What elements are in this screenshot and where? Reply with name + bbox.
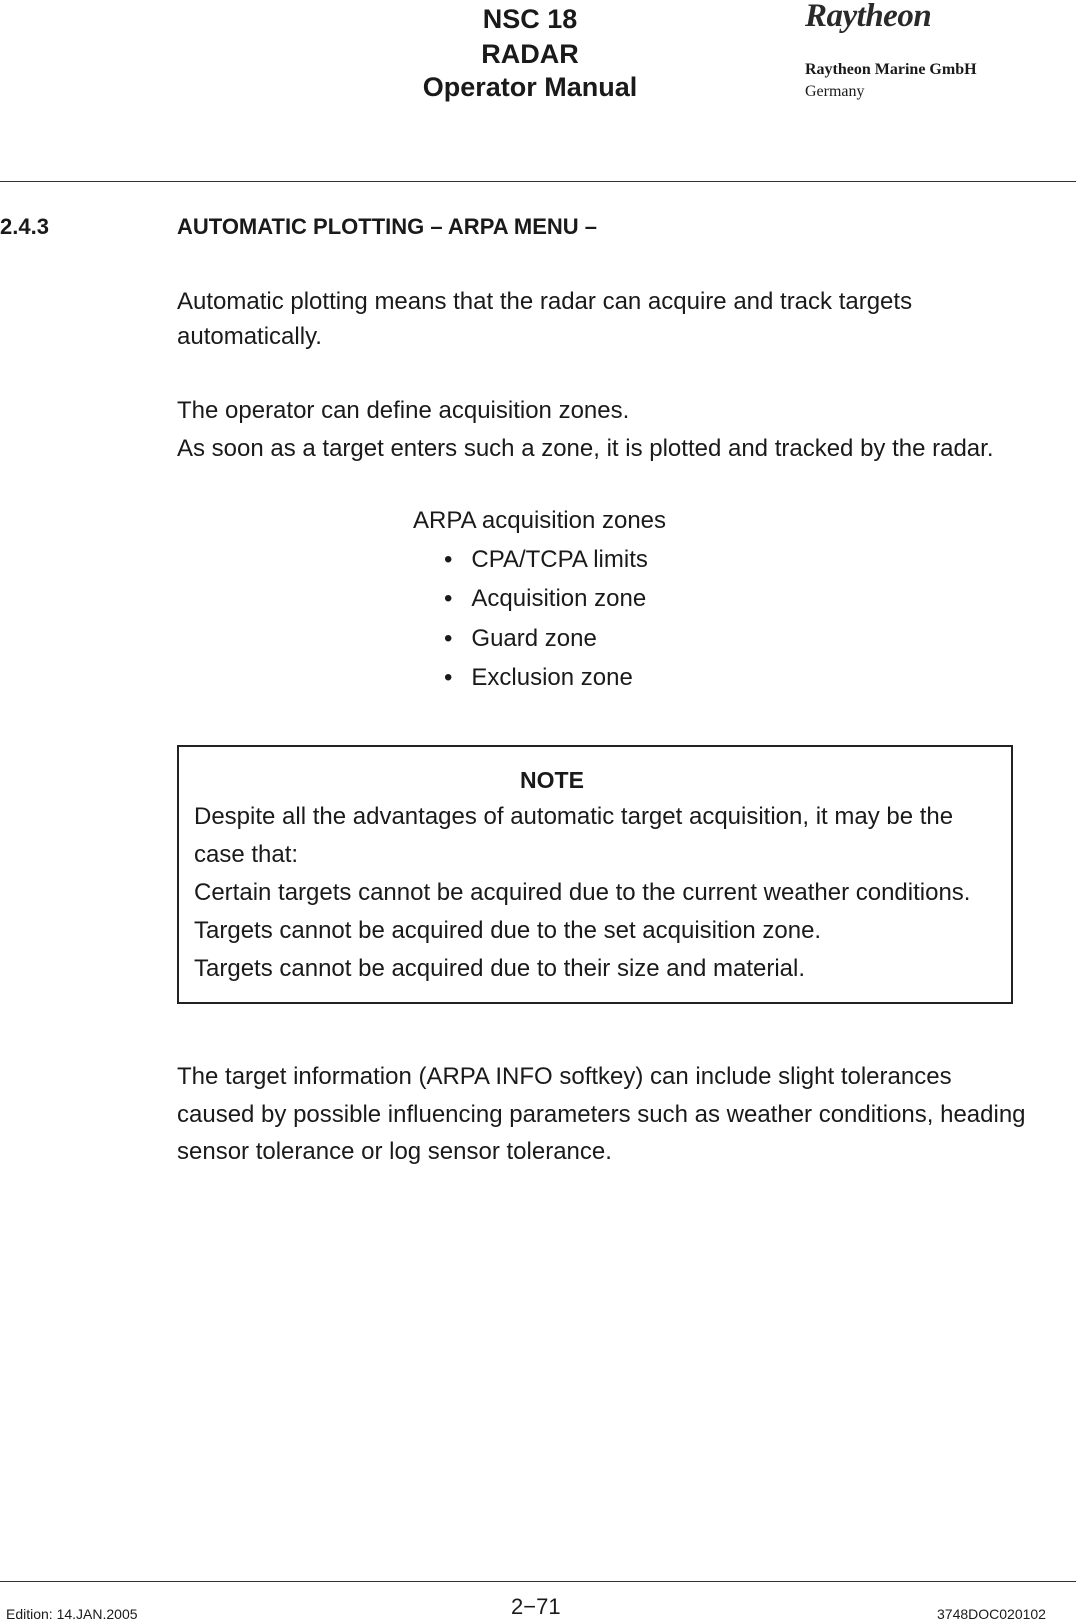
header-title-line1: NSC 18: [482, 4, 578, 34]
header-title-line2: RADAR: [481, 39, 579, 69]
zones-list-title: ARPA acquisition zones: [413, 507, 667, 534]
list-item-label: Exclusion zone: [471, 664, 633, 691]
list-item-label: Acquisition zone: [471, 585, 647, 612]
bullet-icon: •: [444, 625, 453, 652]
intro-line-3: The operator can define acquisition zones.: [177, 397, 630, 424]
note-line: Targets cannot be acquired due to their size and material.: [194, 955, 806, 982]
document-id: 3748DOC020102: [937, 1606, 1046, 1622]
note-line: case that:: [194, 841, 299, 868]
brand-logo: Raytheon: [805, 0, 932, 34]
list-item: [444, 585, 646, 613]
note-line: Targets cannot be acquired due to the set acquisition zone.: [194, 917, 822, 944]
header-divider: [0, 181, 1076, 182]
note-line: Certain targets cannot be acquired due to the current weather conditions.: [194, 879, 971, 906]
list-item-label: CPA/TCPA limits: [471, 546, 648, 573]
edition-date: Edition: 14.JAN.2005: [6, 1606, 138, 1622]
note-title: NOTE: [520, 767, 584, 793]
footer-divider: [0, 1581, 1076, 1582]
closing-line-3: sensor tolerance or log sensor tolerance.: [177, 1138, 612, 1165]
bullet-icon: •: [444, 585, 453, 612]
intro-line-4: As soon as a target enters such a zone, it is plotted and tracked by the radar.: [177, 435, 994, 462]
company-country: Germany: [805, 83, 865, 100]
section-title: AUTOMATIC PLOTTING – ARPA MENU –: [177, 214, 598, 239]
company-name: Raytheon Marine GmbH: [805, 61, 977, 78]
page-number: 2−71: [511, 1594, 561, 1619]
header-title-line3: Operator Manual: [422, 72, 638, 102]
list-item: [444, 625, 597, 653]
list-item: [444, 546, 648, 574]
note-line: Despite all the advantages of automatic target acquisition, it may be the: [194, 803, 954, 830]
intro-line-1: Automatic plotting means that the radar can acquire and track targets: [177, 288, 913, 315]
list-item: [444, 664, 633, 692]
section-number: 2.4.3: [0, 214, 49, 239]
list-item-label: Guard zone: [471, 625, 597, 652]
bullet-icon: •: [444, 664, 453, 691]
intro-line-2: automatically.: [177, 323, 322, 350]
closing-line-1: The target information (ARPA INFO softkey) can include slight tolerances: [177, 1063, 952, 1090]
closing-line-2: caused by possible influencing parameters such as weather conditions, heading: [177, 1101, 1026, 1128]
bullet-icon: •: [444, 546, 453, 573]
